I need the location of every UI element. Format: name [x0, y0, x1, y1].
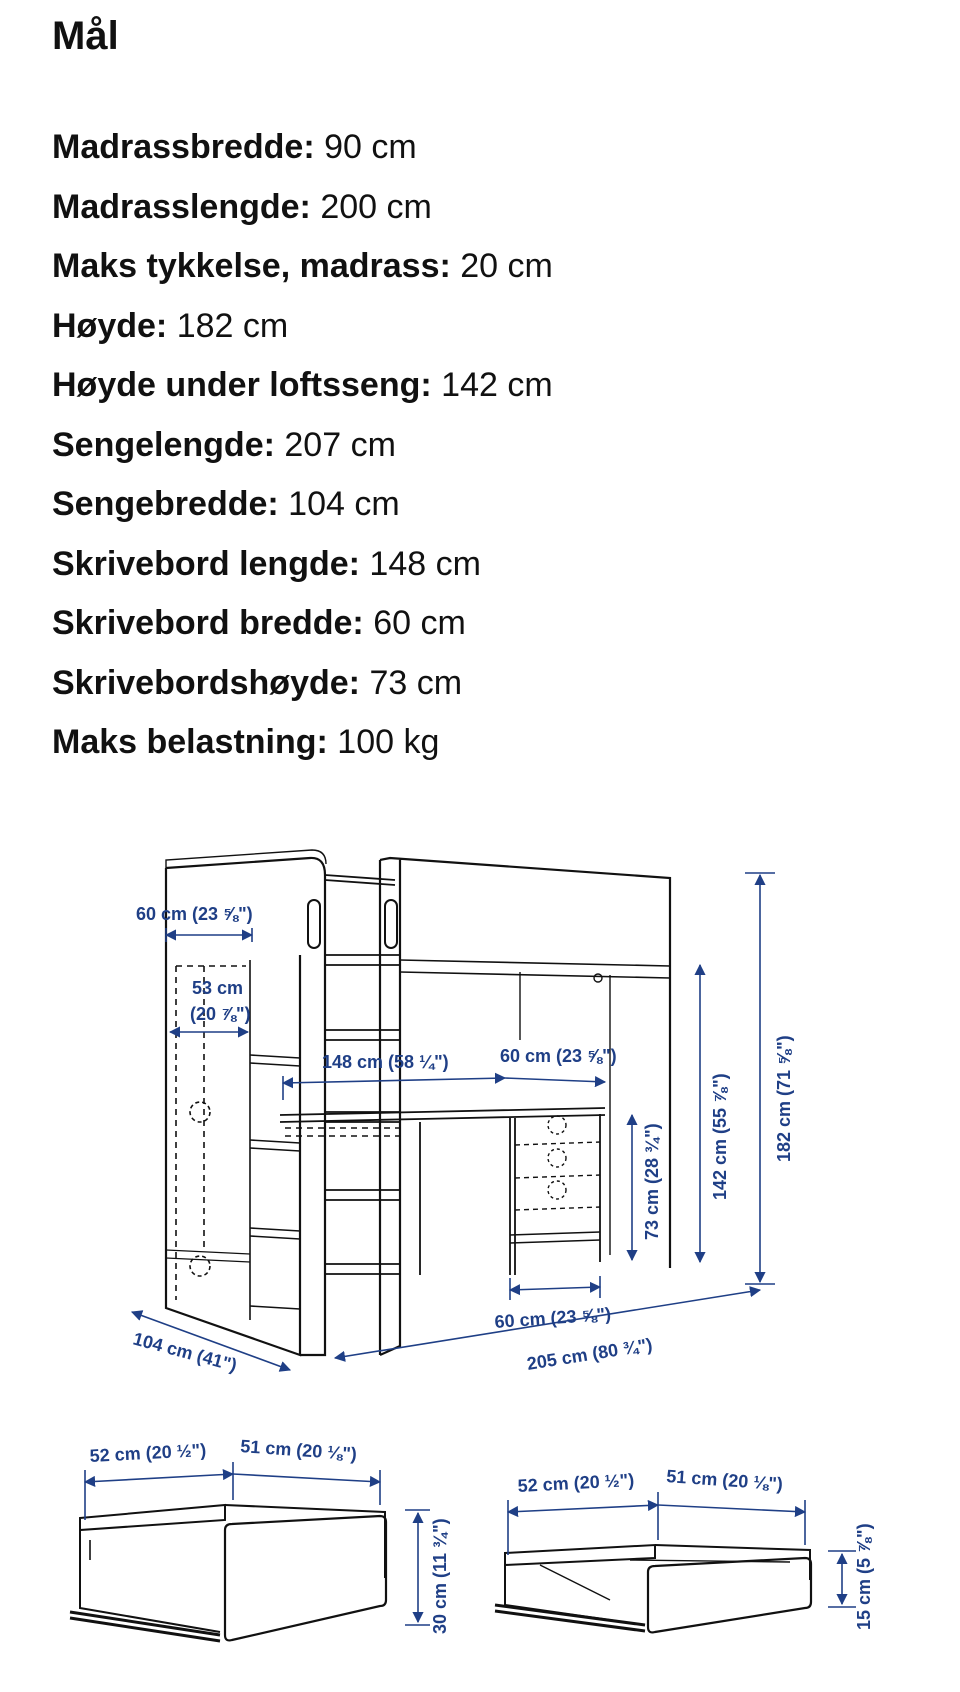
- spec-value: 182 cm: [176, 306, 289, 345]
- spec-label: Sengebredde:: [52, 485, 279, 523]
- desk-depth-top-label: 60 cm (23 ⅝"): [500, 1046, 617, 1066]
- under-bed-height-label: 142 cm (55 ⅞"): [710, 1073, 730, 1200]
- shelf-depth-label: 60 cm (23 ⅝"): [136, 904, 253, 924]
- drawer-front: [648, 1558, 811, 1632]
- spec-label: Maks belastning:: [52, 723, 328, 761]
- drawer-large-height-label: 30 cm (11 ¾"): [430, 1518, 450, 1634]
- bed-dimensions: [132, 873, 775, 1370]
- spec-value: 142 cm: [441, 366, 553, 404]
- spec-label: Madrasslengde:: [52, 187, 311, 226]
- spec-value: 148 cm: [369, 544, 481, 583]
- drawer-small-drawing: [495, 1545, 811, 1632]
- spec-label: Sengelengde:: [52, 425, 275, 464]
- spec-label: Maks tykkelse, madrass:: [52, 247, 451, 285]
- handle-slot-right: [385, 900, 397, 948]
- spec-value: 60 cm: [373, 604, 466, 642]
- spec-label: Høyde under loftsseng:: [52, 366, 432, 404]
- drawer-large-depth-label: 51 cm (20 ⅛"): [239, 1436, 358, 1465]
- drawer-small-height-label: 15 cm (5 ⅞"): [854, 1523, 874, 1630]
- spec-label: Madrassbredde:: [52, 128, 315, 166]
- bed-width-label: 104 cm (41"): [130, 1328, 240, 1376]
- total-height-label: 182 cm (71 ⅝"): [774, 1035, 794, 1162]
- handle-slot-left: [308, 900, 320, 948]
- spec-value: 73 cm: [369, 663, 463, 702]
- drawer-large-width-label: 52 cm (20 ½"): [89, 1439, 207, 1466]
- drawer-large-drawing: [70, 1505, 386, 1641]
- wardrobe-width-in-label: (20 ⅞"): [190, 1004, 251, 1024]
- spec-label: Høyde:: [52, 306, 168, 345]
- spec-value: 100 kg: [337, 723, 440, 761]
- spec-value: 104 cm: [288, 485, 400, 523]
- desk-depth-bottom-label: 60 cm (23 ⅝"): [493, 1303, 612, 1332]
- spec-value: 20 cm: [460, 247, 553, 285]
- spec-label: Skrivebordshøyde:: [52, 663, 360, 702]
- desk-height-label: 73 cm (28 ¾"): [642, 1123, 662, 1240]
- desk-length-label: 148 cm (58 ¼"): [322, 1052, 449, 1072]
- spec-label: Skrivebord lengde:: [52, 544, 360, 583]
- spec-label: Skrivebord bredde:: [52, 604, 364, 642]
- desk: [280, 1108, 605, 1275]
- spec-value: 90 cm: [324, 128, 417, 166]
- drawer-front: [225, 1516, 386, 1640]
- drawer-large-dimensions: [85, 1462, 430, 1625]
- wardrobe-width-cm-label: 53 cm: [192, 978, 244, 998]
- spec-value: 200 cm: [320, 187, 432, 226]
- spec-value: 207 cm: [284, 425, 396, 464]
- bed-length-label: 205 cm (80 ¾"): [525, 1334, 654, 1374]
- loft-bed-drawing: [166, 850, 670, 1355]
- drawer-small-depth-label: 51 cm (20 ⅛"): [665, 1466, 784, 1495]
- drawer-small-width-label: 52 cm (20 ½"): [517, 1469, 635, 1496]
- page-title: Mål: [52, 14, 119, 58]
